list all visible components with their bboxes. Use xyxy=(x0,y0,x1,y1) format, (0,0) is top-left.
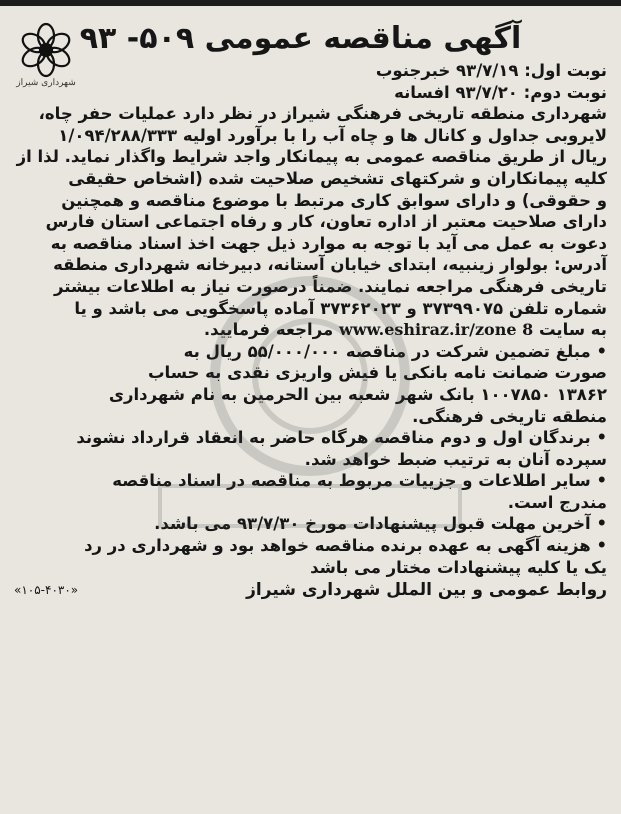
winners-line: • برندگان اول و دوم مناقصه هرگاه حاضر به انعقاد قرارداد نشوند xyxy=(76,428,607,448)
body-line: صورت ضمانت نامه بانکی یا فیش واریزی نقدی به حساب xyxy=(147,363,607,383)
phone-line: شماره تلفن ۳۷۳۹۹۰۷۵ و ۳۷۳۶۲۰۲۳ آماده پاسخگویی می باشد و یا xyxy=(74,298,607,318)
notice-body xyxy=(14,60,607,578)
account-line: ۱۳۸۶۲ ۱۰۰۷۸۵۰ بانک شهر شعبه بین الحرمین به نام شهرداری xyxy=(108,384,607,404)
body-line: منطقه تاریخی فرهنگی. xyxy=(412,406,607,426)
second-publication-line: نوبت دوم: ۹۳/۷/۲۰ افسانه xyxy=(394,82,607,102)
body-line: دعوت به عمل می آید با توجه به موارد ذیل جهت اخذ اسناد مناقصه به xyxy=(50,233,607,253)
body-line: و حقوقی) و دارای سوابق کاری مرتبط با موضوع مناقصه و همچنین xyxy=(61,190,607,210)
body-line: ریال از طریق مناقصه عمومی به پیمانکار واجد شرایط واگذار نماید. لذا از xyxy=(16,147,607,167)
body-line: لایروبی جداول و کانال ها و چاه آب را با برآورد اولیه ۱/۰۹۴/۲۸۸/۳۳۳ xyxy=(58,125,607,145)
notice-footer xyxy=(14,580,607,600)
deadline-line: • آخرین مهلت قبول پیشنهادات مورخ ۹۳/۷/۳۰ می باشد. xyxy=(154,514,607,534)
first-publication-line: نوبت اول: ۹۳/۷/۱۹ خبرجنوب xyxy=(375,61,607,80)
notice-title: آگهی مناقصه عمومی ۵۰۹- ۹۳ xyxy=(79,21,522,56)
body-line: تاریخی فرهنگی مراجعه نمایند. ضمناً درصورت نیاز به اطلاعات بیشتر xyxy=(53,276,607,296)
cost-line: • هزینه آگهی به عهده برنده مناقصه خواهد بود و شهرداری در رد xyxy=(84,536,607,556)
website-link[interactable]: www.eshiraz.ir/zone 8 xyxy=(338,320,534,340)
details-line: • سایر اطلاعات و جزییات مربوط به مناقصه در اسناد مناقصه xyxy=(112,471,607,491)
notice-code: «۱۰۵-۴۰۳۰» xyxy=(14,583,79,598)
guarantee-line: • مبلغ تضمین شرکت در مناقصه ۵۵/۰۰۰/۰۰۰ ریال به xyxy=(183,341,607,361)
website-line xyxy=(14,319,607,341)
logo-caption: شهرداری شیراز xyxy=(16,78,76,88)
body-line: دارای صلاحیت معتبر از اداره تعاون، کار و رفاه اجتماعی استان فارس xyxy=(45,212,607,232)
signature: روابط عمومی و بین الملل شهرداری شیراز xyxy=(246,580,607,601)
body-line: سپرده آنان به ترتیب ضبط خواهد شد. xyxy=(304,449,607,469)
shiraz-municipality-logo xyxy=(14,22,78,92)
body-line: شهرداری منطقه تاریخی فرهنگی شیراز در نظر دارد عملیات حفر چاه، xyxy=(38,104,607,124)
website-suffix: مراجعه فرمایید. xyxy=(203,320,334,340)
address-line: آدرس: بولوار زینبیه، ابتدای خیابان آستانه، دبیرخانه شهرداری منطقه xyxy=(53,255,607,275)
body-line: کلیه پیمانکاران و شرکتهای تشخیص صلاحیت شده (اشخاص حقیقی xyxy=(68,168,607,188)
website-prefix: به سایت xyxy=(538,320,607,340)
body-line: یک یا کلیه پیشنهادات مختار می باشد xyxy=(310,557,607,577)
flower-logo-icon xyxy=(14,22,78,80)
body-line: مندرج است. xyxy=(507,492,607,512)
